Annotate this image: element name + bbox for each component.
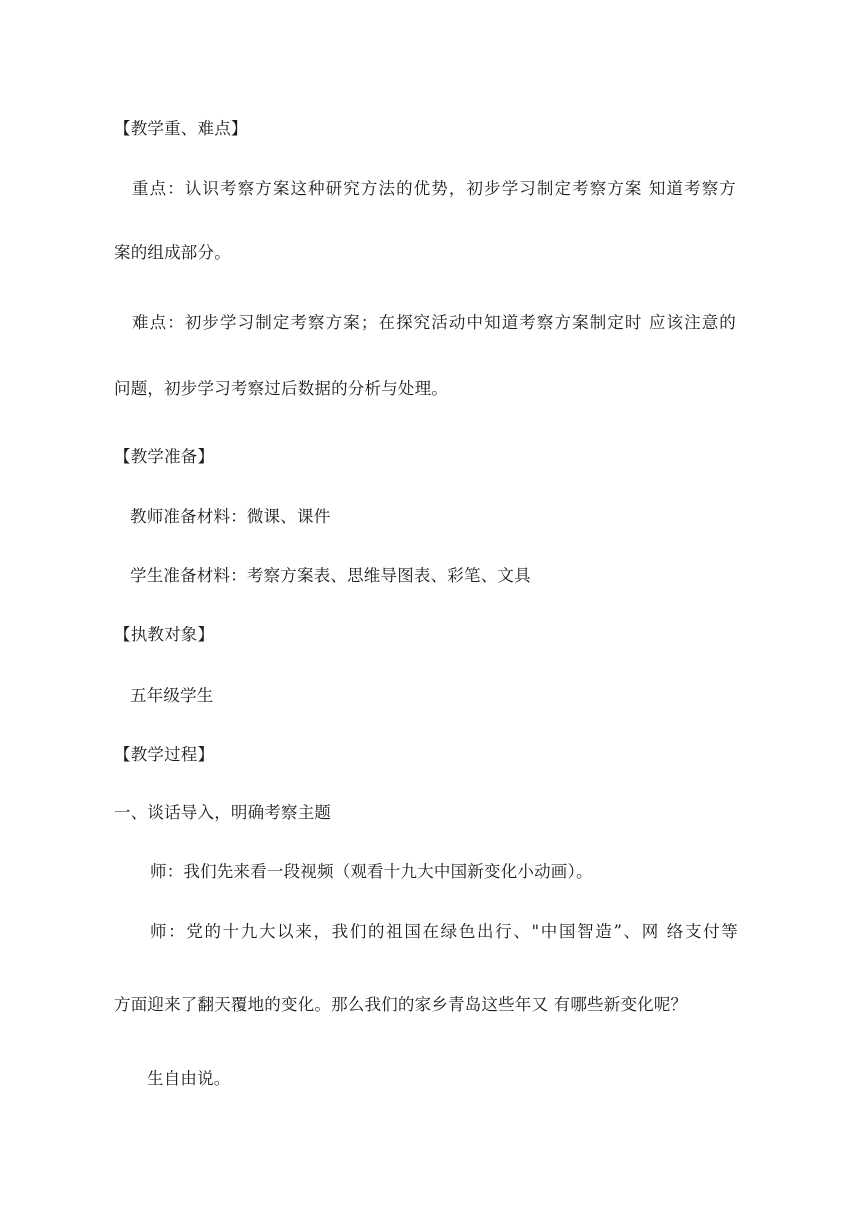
- student-line: 生自由说。: [147, 1069, 231, 1088]
- target-value: 五年级学生: [130, 686, 214, 705]
- prep-student: 学生准备材料：考察方案表、思维导图表、彩笔、文具: [130, 566, 531, 585]
- focus-hard-line-1: 难点：初步学习制定考察方案；在探究活动中知道考察方案制定时 应该注意的: [132, 313, 736, 332]
- teacher-line-2-part-2: 方面迎来了翻天覆地的变化。那么我们的家乡青岛这些年又 有哪些新变化呢？: [114, 995, 688, 1014]
- focus-key-line-1: 重点：认识考察方案这种研究方法的优势，初步学习制定考察方案 知道考察方: [132, 179, 736, 198]
- focus-heading: 【教学重、难点】: [114, 119, 248, 138]
- focus-hard-line-2: 问题，初步学习考察过后数据的分析与处理。: [114, 379, 448, 398]
- prep-teacher: 教师准备材料：微课、课件: [130, 507, 331, 526]
- focus-key-line-2: 案的组成部分。: [114, 243, 231, 262]
- teacher-line-1: 师：我们先来看一段视频（观看十九大中国新变化小动画）。: [150, 862, 593, 881]
- section-1-title: 一、谈话导入，明确考察主题: [114, 803, 332, 822]
- process-heading: 【教学过程】: [114, 745, 215, 764]
- prep-heading: 【教学准备】: [114, 447, 215, 466]
- teacher-line-2-part-1: 师：党的十九大以来，我们的祖国在绿色出行、"中国智造”、网 络支付等: [150, 922, 738, 941]
- target-heading: 【执教对象】: [114, 625, 215, 644]
